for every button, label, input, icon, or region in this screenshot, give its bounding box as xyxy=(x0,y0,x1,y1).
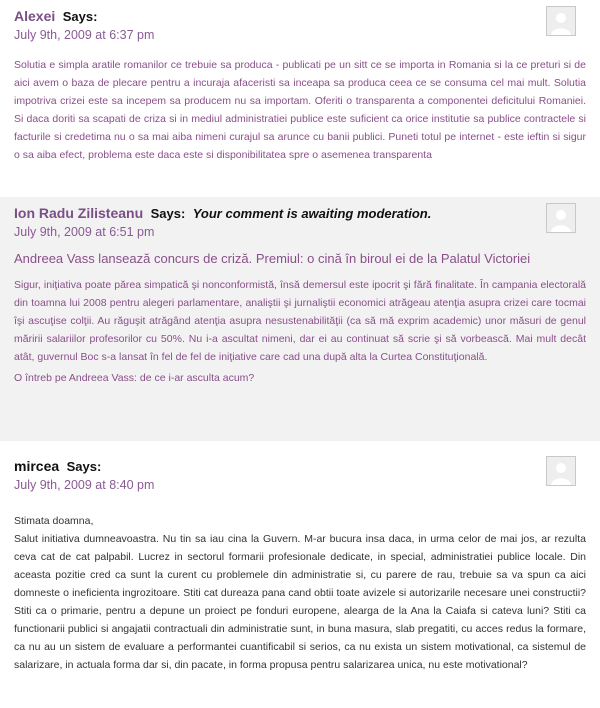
moderation-notice: Your comment is awaiting moderation. xyxy=(192,206,432,221)
comment-ion-radu-zilisteanu xyxy=(0,197,600,441)
comment-body: Solutia e simpla aratile romanilor ce trebuie sa produca - publicati pe un sitt ce se importa in Romania si la ce preturi si de aici avem o baza de plecare pentru a incuraja afaceristi sa inceapa sa produca ceea ce se consuma cel mai mult. Solutia impotriva crizei este sa incepem sa producem nu sa importam. Oferiti o transparenta a componentei deficitului Romaniei. Si daca doriti sa scapati de criza si in mediul administratiei publice este suficient ca orice institutie sa publice contractele si facturile si credetima nu o sa mai aiba nimeni curajul sa arunce cu banii publici. Puneti totul pe internet - este ieftin si sigur o sa aiba efect, problema este daca este si disponibilitatea spre o asemenea transparenta xyxy=(14,59,586,161)
comment-author[interactable]: mircea xyxy=(14,458,60,474)
says-label: Says: xyxy=(62,9,98,24)
comment-mircea xyxy=(0,450,600,708)
comment-body: Sigur, iniţiativa poate părea simpatică şi nonconformistă, însă demersul este ipocrit şi fără finalitate. În campania electorală din toamna lui 2008 pentru alegeri parlamentare, analiştii şi jurnaliştii economici atrăgeau atenţia asupra crizei care tocmai îşi ascuţise colţii. Au răguşit atrăgând atenţia asupra nesustenabilităţii (ca să mă exprim academic) unor măsuri de genul măririi salariilor profesorilor cu 50%. Nu i-a ascultat nimeni, dar ei au continuat să scrie şi să vorbească. Mai mult decât atât, guvernul Boc s-a lansat în fel de fel de iniţiative care cad una după alta la Curtea Constituţională. xyxy=(14,279,586,363)
default-avatar-icon xyxy=(546,6,576,36)
comment-date[interactable]: July 9th, 2009 at 8:40 pm xyxy=(14,478,155,492)
comment-alexei xyxy=(0,0,600,188)
comment-author[interactable]: Alexei xyxy=(14,8,56,24)
comment-body: Salut initiativa dumneavoastra. Nu tin sa iau cina la Guvern. M-ar bucura insa daca, in urma celor de mai jos, ar rezulta ceva cat de cat palpabil. Lucrez in sectorul formarii profesionale dedicate, in special, administratiei publice locale. Din aceasta pozitie cred ca sunt la curent cu problemele din administratie si, cu parere de rau, trebuie sa va spun ca aici domneste o ineficienta ingrozitoare. Stiti cat dureaza pana cand obtii toate avizele si autorizarile necesare unei constructii? Stiti ca o primarie, pentru a depune un proiect pe fonduri europene, alearga de la Ana la Caiafa si cateva luni? Stiti ca functionarii publici si angajatii contractuali din administratie sunt, in buna masura, slab pregatiti, cu acces redus la formare, ca nu au un sistem de evaluare a performantei cuantificabil si serios, ca nu exista un sistem motivational, ca sistemul de salarizare, in actuala forma dar si, din pacate, in forma propusa pentru salarizarea unica, nu este motivational? xyxy=(14,533,586,671)
comment-header xyxy=(14,197,586,245)
default-avatar-icon xyxy=(546,203,576,233)
says-label: Says: xyxy=(150,206,186,221)
comment-date[interactable]: July 9th, 2009 at 6:51 pm xyxy=(14,225,155,239)
comment-header xyxy=(14,0,586,48)
comment-title: Andreea Vass lansează concurs de criză. Premiul: o cină în biroul ei de la Palatul Victoriei xyxy=(14,251,531,266)
comment-date[interactable]: July 9th, 2009 at 6:37 pm xyxy=(14,28,155,42)
comment-author[interactable]: Ion Radu Zilisteanu xyxy=(14,205,144,221)
default-avatar-icon xyxy=(546,456,576,486)
comment-question: O întreb pe Andreea Vass: de ce i-ar asculta acum? xyxy=(14,372,255,384)
says-label: Says: xyxy=(66,459,102,474)
comment-greeting: Stimata doamna, xyxy=(14,515,94,527)
comment-header xyxy=(14,450,586,498)
